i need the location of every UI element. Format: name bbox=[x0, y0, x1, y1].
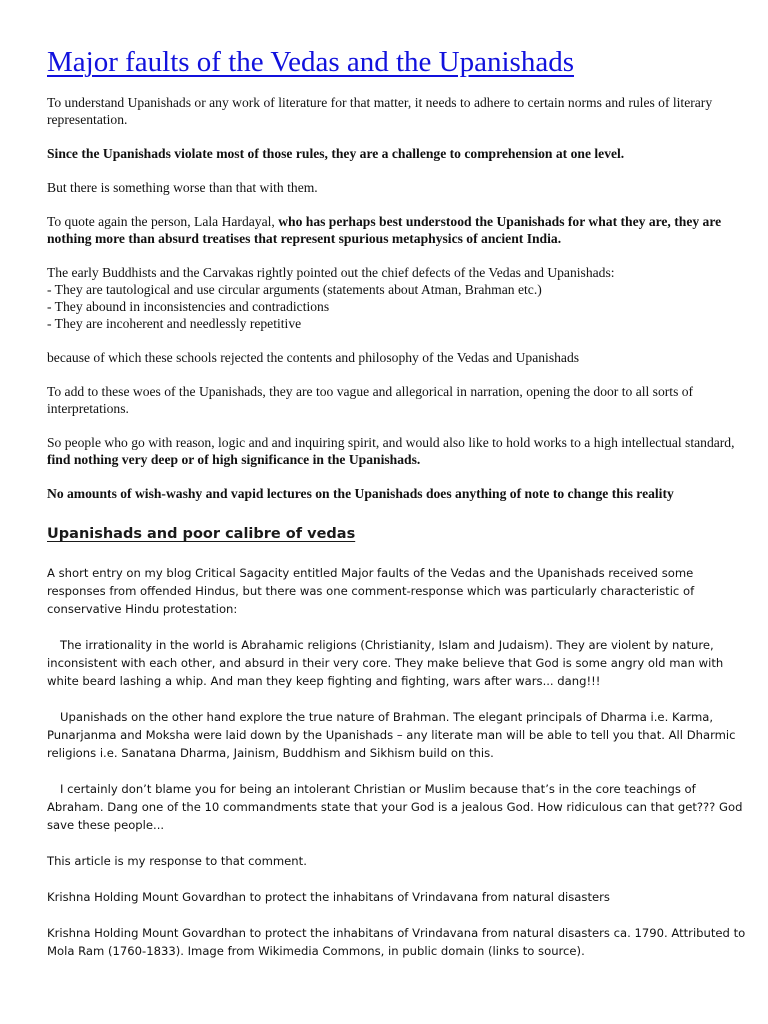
image-caption-attribution: Krishna Holding Mount Govardhan to protect the inhabitans of Vrindavana from natural disasters ca. 1790. Attributed to Mola Ram (1760-1833). Image from Wikimedia Commons, in public domain (links to source). bbox=[47, 926, 746, 958]
paragraph-worse: But there is something worse than that with them. bbox=[47, 180, 318, 195]
bold-text: who has perhaps best understood the Upanishads for what they are, they are nothing more than absurd treatises that represent spurious metaphysics of ancient India. bbox=[47, 214, 722, 246]
paragraph-intro: To understand Upanishads or any work of literature for that matter, it needs to adhere to certain norms and rules of literary representation. bbox=[47, 95, 713, 127]
paragraph-vague: To add to these woes of the Upanishads, they are too vague and allegorical in narration, opening the door to all sorts of interpretations. bbox=[47, 384, 694, 416]
paragraph-rejected: because of which these schools rejected the contents and philosophy of the Vedas and Upanishads bbox=[47, 350, 580, 365]
title-link[interactable]: Major faults of the Vedas and the Upanishads bbox=[47, 46, 574, 78]
bold-text: find nothing very deep or of high significance in the Upanishads. bbox=[47, 452, 421, 467]
list-item: - They are tautological and use circular arguments (statements about Atman, Brahman etc.) bbox=[47, 282, 542, 297]
page-title bbox=[47, 0, 746, 82]
list-item: - They are incoherent and needlessly repetitive bbox=[47, 316, 302, 331]
quote-paragraph: I certainly don’t blame you for being an intolerant Christian or Muslim because that’s in the core teachings of Abraham. Dang one of the 10 commandments state that your God is a jealous God. How ridiculous can that get??? God save these people... bbox=[47, 782, 743, 832]
image-caption-title: Krishna Holding Mount Govardhan to protect the inhabitans of Vrindavana from natural disasters bbox=[47, 890, 610, 904]
bold-text: No amounts of wish-washy and vapid lectures on the Upanishads does anything of note to change this reality bbox=[47, 486, 674, 501]
paragraph-reason bbox=[47, 434, 746, 468]
quote-paragraph: Upanishads on the other hand explore the true nature of Brahman. The elegant principals of Dharma i.e. Karma, Punarjanma and Moksha were laid down by the Upanishads – any literate man will be able to tell you that. All Dharmic religions i.e. Sanatana Dharma, Jainism, Buddhism and Sikhism build on this. bbox=[47, 710, 736, 760]
list-item: - They abound in inconsistencies and contradictions bbox=[47, 299, 330, 314]
paragraph-defects-list bbox=[47, 264, 746, 332]
quote-paragraph: The irrationality in the world is Abrahamic religions (Christianity, Islam and Judaism). They are violent by nature, inconsistent with each other, and absurd in their very core. They make believe that God is some angry old man with white beard lashing a whip. And man they keep fighting and fighting, wars after wars... dang!!! bbox=[47, 638, 724, 688]
paragraph-no-amounts bbox=[47, 485, 746, 502]
paragraph-hardayal-quote bbox=[47, 213, 746, 247]
paragraph-response: This article is my response to that comment. bbox=[47, 854, 307, 868]
section-heading: Upanishads and poor calibre of vedas bbox=[47, 526, 356, 542]
plain-text: So people who go with reason, logic and and inquiring spirit, and would also like to hold works to a high intellectual standard, bbox=[47, 435, 735, 450]
list-intro: The early Buddhists and the Carvakas rightly pointed out the chief defects of the Vedas and Upanishads: bbox=[47, 265, 615, 280]
paragraph-blog-entry: A short entry on my blog Critical Sagacity entitled Major faults of the Vedas and the Upanishads received some responses from offended Hindus, but there was one comment-response which was particularly characteristic of conservative Hindu protestation: bbox=[47, 566, 695, 616]
paragraph-violate-rules bbox=[47, 145, 746, 162]
bold-text: Since the Upanishads violate most of those rules, they are a challenge to comprehension at one level. bbox=[47, 146, 625, 161]
plain-text: To quote again the person, Lala Hardayal, bbox=[47, 214, 279, 229]
